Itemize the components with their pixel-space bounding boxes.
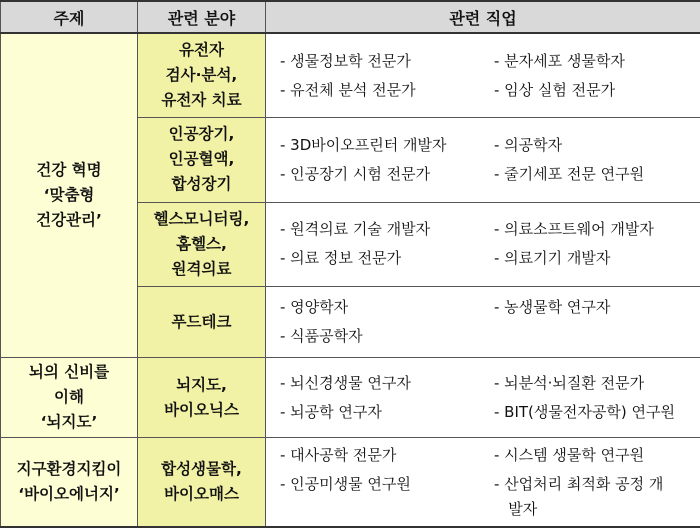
jobs-grid (280, 369, 700, 427)
field-line: 인공혈액, (168, 150, 235, 169)
job-item: - 인공미생물 연구원 (280, 474, 411, 493)
field-line: 헬스모니터링, (153, 209, 250, 228)
header-row (1, 1, 700, 33)
field-line: 바이오매스 (164, 485, 239, 504)
topic-cell (1, 438, 138, 527)
field-cell (138, 33, 266, 118)
field-line: 검사·분석, (165, 66, 238, 85)
job-item: - 식품공학자 (280, 327, 363, 346)
topic-line: ‘바이오에너지’ (18, 485, 120, 504)
job-item: - 의공학자 (494, 135, 563, 154)
field-cell (138, 118, 266, 203)
job-item: - 의료 정보 전문가 (280, 249, 402, 268)
field-line: 홈헬스, (176, 234, 227, 253)
table-row (1, 438, 700, 527)
header-field: 관련 분야 (138, 1, 266, 33)
field-cell (138, 357, 266, 438)
job-item: - 의료기기 개발자 (494, 249, 611, 268)
topic-line: 이해 (54, 388, 84, 407)
job-item: - BIT(생물전자공학) 연구원 (494, 402, 675, 421)
job-item: - 산업처리 최적화 공정 개 발자 (494, 474, 664, 518)
field-line: 원격의료 (171, 259, 232, 278)
field-line: 유전자 (179, 41, 224, 60)
field-cell (138, 202, 266, 287)
job-item: - 3D바이오프린터 개발자 (280, 135, 447, 154)
field-cell (138, 438, 266, 527)
jobs-cell (266, 438, 700, 527)
jobs-cell (266, 202, 700, 287)
job-item: - 유전체 분석 전문가 (280, 80, 416, 99)
field-line: 뇌지도, (176, 375, 227, 394)
job-item: - 분자세포 생물학자 (494, 51, 625, 70)
job-item: - 시스템 생물학 연구원 (494, 445, 645, 464)
field-line: 인공장기, (168, 125, 235, 144)
job-item: - 뇌신경생물 연구자 (280, 373, 411, 392)
job-item: - 생물정보학 전문가 (280, 51, 411, 70)
jobs-grid (280, 293, 700, 351)
jobs-cell (266, 357, 700, 438)
topic-line: 건강관리’ (36, 210, 102, 229)
topic-line: ‘맞춤형 (43, 185, 95, 204)
job-item: - 의료소프트웨어 개발자 (494, 220, 654, 239)
jobs-cell (266, 118, 700, 203)
topic-line: 건강 혁명 (36, 160, 102, 179)
field-cell (138, 287, 266, 357)
jobs-cell (266, 33, 700, 118)
job-item: - 대사공학 전문가 (280, 445, 397, 464)
job-item: - 뇌공학 연구자 (280, 402, 382, 421)
topic-line: 뇌의 신비를 (28, 363, 110, 382)
job-item (494, 322, 700, 351)
jobs-grid (280, 441, 700, 524)
job-item: - 인공장기 시험 전문가 (280, 164, 431, 183)
job-item: - 영양학자 (280, 298, 349, 317)
job-item: - 원격의료 기술 개발자 (280, 220, 431, 239)
header-topic: 주제 (1, 1, 138, 33)
field-line: 합성생물학, (161, 460, 242, 479)
table-row (1, 33, 700, 118)
topic-cell (1, 357, 138, 438)
job-item: - 농생물학 연구자 (494, 298, 611, 317)
field-line: 유전자 치료 (161, 91, 242, 110)
job-item: - 줄기세포 전문 연구원 (494, 164, 645, 183)
topic-line: 지구환경지킴이 (16, 460, 122, 479)
job-item: - 임상 실험 전문가 (494, 80, 616, 99)
jobs-grid (280, 215, 700, 273)
header-jobs: 관련 직업 (266, 1, 700, 33)
field-line: 푸드테크 (171, 312, 232, 331)
table-row (1, 357, 700, 438)
jobs-cell (266, 287, 700, 357)
topic-cell (1, 33, 138, 357)
field-line: 바이오닉스 (164, 400, 239, 419)
jobs-grid (280, 47, 700, 105)
jobs-grid (280, 131, 700, 189)
field-line: 합성장기 (171, 175, 232, 194)
topic-line: ‘뇌지도’ (40, 413, 98, 432)
job-item: - 뇌분석·뇌질환 전문가 (494, 373, 645, 392)
